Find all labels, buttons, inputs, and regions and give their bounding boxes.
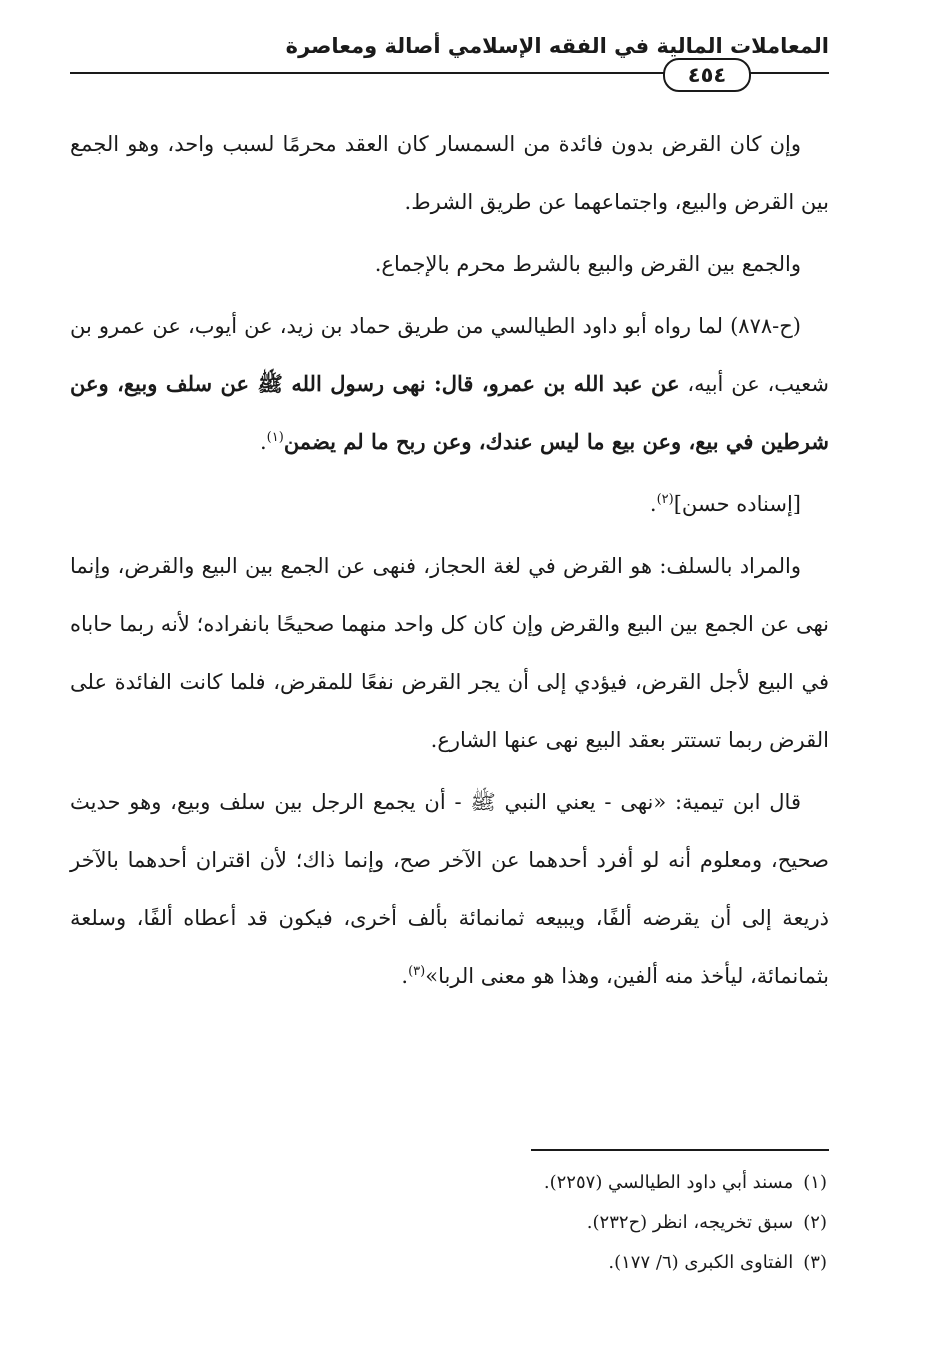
- main-text: [70, 115, 829, 1009]
- footnote-ref-3[interactable]: (٣): [408, 964, 426, 979]
- paragraph-hadith: [70, 297, 829, 471]
- footnote-number: (١): [803, 1172, 827, 1193]
- hadith-chain: (ح-٨٧٨) لما رواه أبو داود الطيالسي من طريق حماد بن زيد، عن أيوب، عن عمرو بن شعيب، عن أبيه،: [70, 314, 829, 396]
- paragraph-grading: [70, 475, 829, 533]
- quote-end: .: [401, 964, 409, 988]
- running-header-title: المعاملات المالية في الفقه الإسلامي أصالة ومعاصرة: [285, 34, 829, 58]
- footnote-text: مسند أبي داود الطيالسي (٢٢٥٧).: [543, 1172, 794, 1193]
- footnote-ref-2[interactable]: (٢): [656, 492, 674, 507]
- paragraph-explanation: والمراد بالسلف: هو القرض في لغة الحجاز، فنهى عن الجمع بين البيع والقرض، وإنما نهى عن الجمع بين البيع والقرض وإن كان كل واحد منهما صحيحًا بانفراده؛ لأنه ربما حاباه في البيع لأجل القرض، فيؤدي إلى أن يجر القرض نفعًا للمقرض، فلما كانت الفائدة على القرض ربما تستتر بعقد البيع نهى عنها الشارع.: [70, 554, 829, 752]
- grading-text: [إسناده حسن]: [673, 492, 801, 516]
- hadith-text: عن عبد الله بن عمرو، قال: نهى رسول الله ﷺ عن سلف وبيع، وعن شرطين في بيع، وعن بيع ما ليس عندك، وعن ربح ما لم يضمن: [70, 371, 829, 454]
- footnote-3: [70, 1243, 827, 1283]
- page-number-badge: ٤٥٤: [663, 58, 751, 92]
- paragraph-2: والجمع بين القرض والبيع بالشرط محرم بالإجماع.: [374, 252, 801, 276]
- footnote-number: (٣): [803, 1252, 827, 1273]
- footnote-2: [70, 1203, 827, 1243]
- footnote-1: [70, 1163, 827, 1203]
- quote-text: قال ابن تيمية: «نهى - يعني النبي ﷺ - أن يجمع الرجل بين سلف وبيع، وهو حديث صحيح، ومعلوم أنه لو أفرد أحدهما عن الآخر صح، وإنما ذاك؛ لأن اقتران أحدهما بالآخر ذريعة إلى أن يقرضه ألفًا، ويبيعه ثمانمائة بألف أخرى، فيكون قد أعطاه ألفًا، وسلعة بثمانمائة، ليأخذ منه ألفين، وهذا هو معنى الربا»: [70, 790, 829, 988]
- footnotes: [70, 1163, 827, 1283]
- footnote-number: (٢): [803, 1212, 827, 1233]
- footnote-ref-1[interactable]: (١): [266, 430, 284, 445]
- paragraph-ibn-taymiyya: [70, 773, 829, 1005]
- footnote-separator: [531, 1149, 829, 1151]
- hadith-end: .: [259, 430, 267, 454]
- grading-end: .: [649, 492, 657, 516]
- paragraph-1: وإن كان القرض بدون فائدة من السمسار كان العقد محرمًا لسبب واحد، وهو الجمع بين القرض والبيع، واجتماعهما عن طريق الشرط.: [70, 132, 829, 214]
- footnote-text: الفتاوى الكبرى (٦/ ١٧٧).: [608, 1252, 794, 1273]
- footnote-text: سبق تخريجه، انظر (ح٢٣٢).: [586, 1212, 794, 1233]
